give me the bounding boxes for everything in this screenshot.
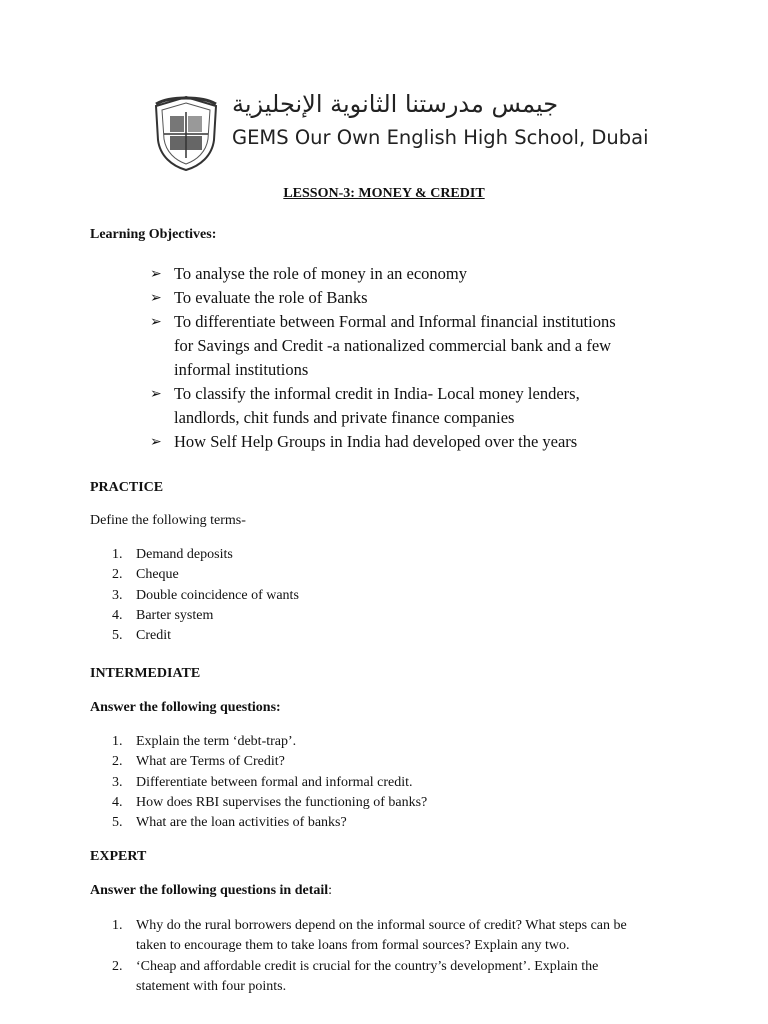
list-item-text: Cheque — [136, 567, 179, 583]
list-item-text: How does RBI supervises the functioning of banks? — [136, 794, 428, 810]
objective-item — [150, 262, 670, 286]
school-name-arabic: جيمس مدرستنا الثانوية الإنجليزية — [232, 90, 559, 118]
expert-instruction-colon: : — [328, 883, 333, 898]
objective-text-line: To differentiate between Formal and Informal financial institutions — [174, 312, 616, 331]
practice-instruction: Define the following terms- — [90, 513, 246, 528]
list-item: 4. Barter system — [112, 607, 214, 623]
practice-heading: PRACTICE — [90, 480, 164, 495]
list-item: 1. Explain the term ‘debt-trap’. — [112, 734, 297, 749]
objective-text: To evaluate the role of Banks — [174, 288, 368, 307]
list-item: 5. Credit — [112, 628, 171, 644]
expert-instruction — [90, 883, 332, 899]
list-item-text-line: Why do the rural borrowers depend on the informal source of credit? What steps can be — [136, 918, 627, 933]
expert-list — [112, 916, 682, 997]
objective-text: To analyse the role of money in an economy — [174, 264, 468, 283]
school-crest-logo — [150, 94, 222, 172]
arrow-bullet-icon: ➢ — [150, 314, 162, 330]
list-item-text: What are Terms of Credit? — [136, 754, 285, 770]
list-item: 5. What are the loan activities of banks? — [112, 815, 347, 831]
list-item: 2. What are Terms of Credit? — [112, 754, 285, 770]
list-item-text: Demand deposits — [136, 547, 233, 562]
objective-text: How Self Help Groups in India had developed over the years — [174, 432, 578, 451]
objective-item — [150, 382, 670, 430]
lesson-title: LESSON-3: MONEY & CREDIT — [283, 186, 485, 201]
list-item-text: Differentiate between formal and informal credit. — [136, 774, 413, 790]
objective-text-line: for Savings and Credit -a nationalized commercial bank and a few — [174, 336, 612, 355]
list-item-text: Double coincidence of wants — [136, 587, 299, 603]
learning-objectives-heading: Learning Objectives: — [90, 227, 217, 242]
arrow-bullet-icon: ➢ — [150, 434, 162, 450]
list-item-text-line: ‘Cheap and affordable credit is crucial for the country’s development’. Explain the — [136, 958, 599, 974]
learning-objectives-list — [150, 262, 670, 454]
arrow-bullet-icon: ➢ — [150, 386, 162, 402]
list-item-text-line: statement with four points. — [136, 978, 287, 994]
intermediate-heading: INTERMEDIATE — [90, 666, 201, 681]
objective-item — [150, 310, 670, 382]
list-item: 3. Differentiate between formal and informal credit. — [112, 774, 413, 790]
school-name: GEMS Our Own English High School, Dubai — [232, 126, 649, 149]
list-item-text-line: taken to encourage them to take loans from formal sources? Explain any two. — [136, 938, 570, 954]
list-item-text: Barter system — [136, 607, 214, 623]
list-item: 1. Why do the rural borrowers depend on the informal source of credit? What steps can be taken to encourage them to take loans from formal sources? Explain any two. — [112, 918, 627, 954]
list-item: 2. Cheque — [112, 567, 179, 583]
school-header — [150, 90, 649, 170]
list-item: 1. Demand deposits — [112, 547, 233, 562]
arrow-bullet-icon: ➢ — [150, 290, 162, 306]
expert-instruction-text: Answer the following questions in detail — [90, 883, 329, 898]
arrow-bullet-icon: ➢ — [150, 266, 162, 282]
expert-heading: EXPERT — [90, 849, 147, 864]
objective-item — [150, 430, 670, 454]
intermediate-list — [112, 732, 682, 833]
list-item-text: Credit — [136, 628, 171, 644]
list-item-text: Explain the term ‘debt-trap’. — [136, 734, 297, 749]
intermediate-instruction: Answer the following questions: — [90, 700, 281, 715]
practice-list — [112, 545, 682, 646]
list-item-text: What are the loan activities of banks? — [136, 815, 347, 831]
objective-text-line: informal institutions — [174, 360, 309, 379]
list-item: 2. ‘Cheap and affordable credit is crucial for the country’s development’. Explain the statement with four points. — [112, 958, 599, 994]
objective-text-line: To classify the informal credit in India- Local money lenders, — [174, 384, 580, 403]
objective-item — [150, 286, 670, 310]
objective-text-line: landlords, chit funds and private finance companies — [174, 408, 515, 427]
list-item: 4. How does RBI supervises the functioning of banks? — [112, 794, 428, 810]
list-item: 3. Double coincidence of wants — [112, 587, 299, 603]
